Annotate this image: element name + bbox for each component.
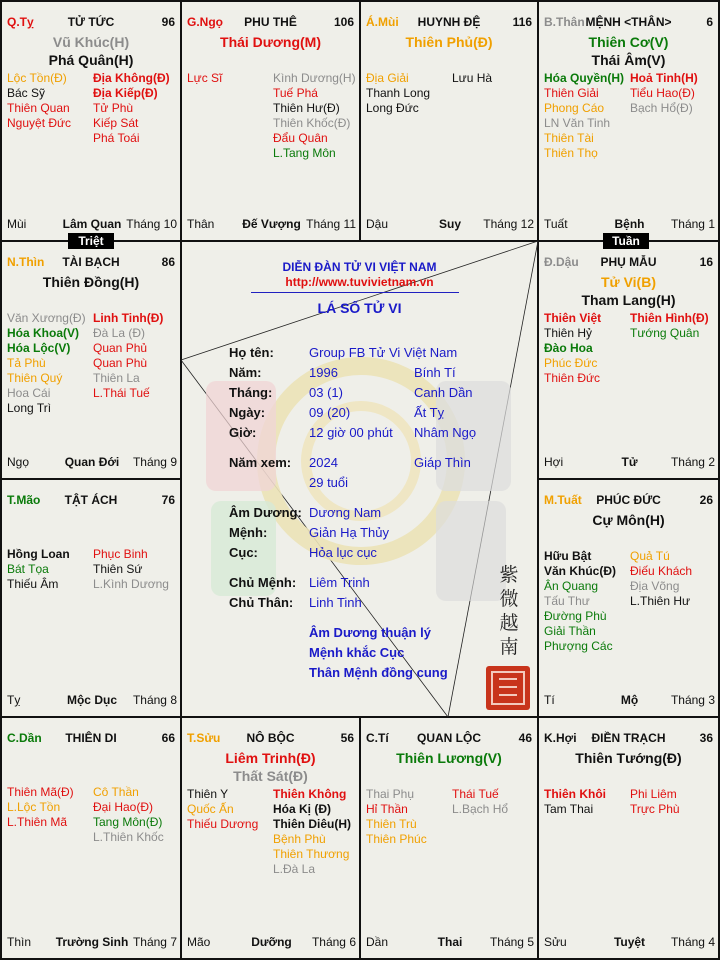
palace-number: 96 <box>161 15 175 29</box>
main-star: Thiên Đồng(H) <box>42 274 140 290</box>
palace-cell <box>181 717 360 959</box>
branch-label: M.Tuất <box>544 493 582 507</box>
palace-name: TÀI BẠCH <box>62 255 120 269</box>
main-star: Vũ Khúc(H) <box>52 34 130 50</box>
footer-stage: Thai <box>437 935 463 949</box>
right-star-column <box>630 71 698 116</box>
minor-star: Quả Tú <box>630 549 670 563</box>
footer-branch: Thìn <box>7 935 32 949</box>
minor-star: Thiếu Dương <box>187 817 259 831</box>
palace-cell <box>538 717 719 959</box>
minor-star: Đường Phù <box>544 609 607 623</box>
minor-star: Lưu Hà <box>452 71 493 85</box>
main-stars <box>1 33 181 69</box>
minor-star: Địa Giải <box>366 71 409 85</box>
menh-label: Mệnh: <box>229 525 268 540</box>
chu-menh-label: Chủ Mệnh: <box>229 575 297 590</box>
minor-star: L.Bạch Hổ <box>452 802 509 816</box>
minor-star: Giải Thần <box>544 624 596 638</box>
minor-star: Thiên Phúc <box>366 832 427 846</box>
palace-cell <box>1 1 181 241</box>
branch-label: T.Sửu <box>187 731 221 745</box>
footer-stage: Suy <box>438 217 461 231</box>
branch-label: C.Dần <box>7 731 42 745</box>
minor-star: Hóa Lộc(V) <box>7 341 71 355</box>
minor-star: Hoả Tinh(H) <box>630 71 698 85</box>
main-stars <box>360 33 538 51</box>
branch-label: Đ.Dậu <box>544 255 579 269</box>
palace-header <box>544 255 713 271</box>
minor-star: Thai Phụ <box>366 787 415 801</box>
minor-star: Phá Toái <box>93 131 140 145</box>
right-star-column <box>273 71 356 161</box>
year-label: Năm: <box>229 365 262 380</box>
red-seal-stamp <box>486 666 530 710</box>
minor-star: Đại Hao(Đ) <box>93 800 154 814</box>
minor-star: Lực Sĩ <box>187 71 223 85</box>
palace-number: 86 <box>161 255 175 269</box>
footer-month: Tháng 9 <box>132 455 177 469</box>
chu-menh-value: Liêm Trinh <box>309 575 370 590</box>
minor-star: L.Kình Dương <box>93 577 169 591</box>
minor-star: Bệnh Phù <box>273 832 326 846</box>
left-star-column <box>7 311 86 416</box>
hour-canchi: Nhâm Ngọ <box>414 425 477 440</box>
left-star-column <box>544 787 606 817</box>
left-star-column <box>544 71 624 161</box>
minor-star: Thiên Không <box>273 787 347 801</box>
footer-stage: Trường Sinh <box>55 935 129 949</box>
view-year-value: 2024 <box>309 455 338 470</box>
triet-tag: Triệt <box>68 233 114 249</box>
palace-number: 46 <box>518 731 532 745</box>
minor-star: Tả Phù <box>7 356 46 370</box>
palace-footer <box>187 935 356 950</box>
main-star: Tử Vi(B) <box>601 274 656 290</box>
footer-month: Tháng 3 <box>670 693 715 707</box>
branch-label: Q.Tỵ <box>7 15 34 29</box>
minor-star: Nguyệt Đức <box>7 116 72 130</box>
left-star-column <box>366 71 430 116</box>
minor-star: Hỉ Thần <box>366 802 408 816</box>
minor-star: Văn Khúc(Đ) <box>544 564 616 578</box>
footer-month: Tháng 10 <box>126 217 177 231</box>
main-star: Tham Lang(H) <box>581 292 676 308</box>
left-star-column <box>7 785 74 830</box>
note-than-menh: Thân Mệnh đồng cung <box>309 665 448 680</box>
main-star: Thái Dương(M) <box>220 34 321 50</box>
note-menh-cuc: Mệnh khắc Cục <box>309 645 405 660</box>
main-stars <box>538 511 719 529</box>
seal-char: 微 <box>499 588 519 610</box>
left-star-column <box>187 71 222 86</box>
minor-star: Tang Môn(Đ) <box>93 815 163 829</box>
palace-footer <box>187 217 356 232</box>
am-duong-value: Dương Nam <box>309 505 382 520</box>
main-star: Thiên Tướng(Đ) <box>575 750 682 766</box>
palace-number: 106 <box>333 15 354 29</box>
palace-name: TỬ TỨC <box>67 15 115 29</box>
minor-star: Thiên Trù <box>366 817 417 831</box>
main-star: Cự Môn(H) <box>592 512 665 528</box>
palace-cell <box>538 1 719 241</box>
minor-star: Thiên Giải <box>544 86 599 100</box>
minor-star: Bạch Hổ(Đ) <box>630 101 693 115</box>
main-star: Thái Âm(V) <box>591 52 666 68</box>
footer-branch: Ngọ <box>7 455 30 469</box>
minor-star: Thiên Đức <box>544 371 601 385</box>
minor-star: Phục Binh <box>93 547 148 561</box>
left-star-column <box>544 549 616 654</box>
view-year-canchi: Giáp Thìn <box>414 455 471 470</box>
minor-star: Hóa Khoa(V) <box>7 326 79 340</box>
palace-name: ĐIỀN TRẠCH <box>591 731 666 745</box>
minor-star: Kiếp Sát <box>93 116 139 130</box>
right-star-column <box>93 71 170 146</box>
branch-label: K.Hợi <box>544 731 577 745</box>
minor-star: Thiên Sứ <box>93 562 143 576</box>
footer-branch: Mão <box>187 935 211 949</box>
chu-than-label: Chủ Thân: <box>229 595 294 610</box>
minor-star: Kình Dương(H) <box>273 71 356 85</box>
left-star-column <box>366 787 427 847</box>
minor-star: Thái Tuế <box>452 787 499 801</box>
minor-star: Điếu Khách <box>630 564 693 578</box>
minor-star: Thiên Hình(Đ) <box>630 311 709 325</box>
minor-star: Quốc Ấn <box>187 802 234 816</box>
palace-name: PHU THÊ <box>244 15 297 29</box>
footer-month: Tháng 1 <box>670 217 715 231</box>
minor-star: L.Tang Môn <box>273 146 336 160</box>
minor-star: Thiên Diêu(H) <box>273 817 351 831</box>
footer-stage: Quan Đới <box>64 455 120 469</box>
main-star: Thiên Cơ(V) <box>588 34 669 50</box>
age-value: 29 tuổi <box>309 475 349 490</box>
palace-header <box>7 15 175 31</box>
minor-star: Thiên Quan <box>7 101 70 115</box>
minor-star: Địa Không(Đ) <box>93 71 170 85</box>
footer-stage: Mộc Dục <box>66 693 117 707</box>
name-value: Group FB Tử Vi Việt Nam <box>309 345 458 360</box>
footer-stage: Dưỡng <box>251 935 292 949</box>
view-year-label: Năm xem: <box>229 455 292 470</box>
palace-cell <box>1 717 181 959</box>
right-star-column <box>93 311 163 401</box>
main-star: Thiên Phủ(Đ) <box>405 34 493 50</box>
minor-star: Thiên Thọ <box>544 146 598 160</box>
footer-stage: Đế Vượng <box>242 217 301 231</box>
palace-number: 6 <box>706 15 713 29</box>
footer-branch: Hợi <box>544 455 564 469</box>
palace-number: 26 <box>699 493 713 507</box>
footer-stage: Tuyệt <box>613 935 646 949</box>
palace-name: THIÊN DI <box>65 731 117 745</box>
cuc-label: Cục: <box>229 545 258 560</box>
minor-star: L.Thiên Khốc <box>93 830 164 844</box>
main-star: Phá Quân(H) <box>48 52 134 68</box>
minor-star: Tướng Quân <box>630 326 700 340</box>
minor-star: Thiên Thương <box>273 847 350 861</box>
palace-header <box>544 15 713 31</box>
menh-value: Giản Hạ Thủy <box>309 525 389 540</box>
footer-stage: Mộ <box>620 693 639 707</box>
hour-label: Giờ: <box>229 425 257 440</box>
minor-star: Thiên Hỷ <box>544 326 593 340</box>
footer-stage: Tử <box>621 455 638 469</box>
minor-star: Phi Liêm <box>630 787 677 801</box>
left-star-column <box>544 311 601 386</box>
palace-footer <box>7 455 177 470</box>
minor-star: Thiên Việt <box>544 311 602 325</box>
footer-branch: Tí <box>544 693 555 707</box>
name-label: Họ tên: <box>229 345 274 360</box>
minor-star: Bát Tọa <box>7 562 49 576</box>
minor-star: Hồng Loan <box>7 547 70 561</box>
palace-number: 66 <box>161 731 175 745</box>
palace-cell <box>360 717 538 959</box>
minor-star: Thiên Khôi <box>544 787 606 801</box>
minor-star: L.Đà La <box>273 862 316 876</box>
footer-month: Tháng 6 <box>311 935 356 949</box>
minor-star: Phượng Các <box>544 639 613 653</box>
palace-name: QUAN LỘC <box>417 731 481 745</box>
minor-star: Lộc Tồn(Đ) <box>7 71 67 85</box>
footer-stage: Lâm Quan <box>62 217 122 231</box>
branch-label: N.Thìn <box>7 255 45 269</box>
minor-star: Linh Tinh(Đ) <box>93 311 164 325</box>
main-star: Thiên Lương(V) <box>396 750 502 766</box>
vertical-chinese-text <box>497 563 521 659</box>
right-star-column <box>93 547 169 592</box>
footer-month: Tháng 2 <box>670 455 715 469</box>
right-star-column <box>452 71 492 86</box>
title-divider <box>251 292 459 293</box>
hour-value: 12 giờ 00 phút <box>309 425 393 440</box>
footer-month: Tháng 4 <box>670 935 715 949</box>
left-star-column <box>7 71 71 131</box>
cuc-value: Hỏa lục cục <box>309 545 377 560</box>
minor-star: Cô Thần <box>93 785 139 799</box>
palace-cell <box>181 1 360 241</box>
minor-star: Phúc Đức <box>544 356 598 370</box>
right-star-column <box>93 785 164 845</box>
minor-star: Đào Hoa <box>544 341 593 355</box>
branch-label: B.Thân <box>544 15 585 29</box>
main-stars <box>181 749 360 785</box>
main-star: Thất Sát(Đ) <box>233 768 308 784</box>
footer-month: Tháng 7 <box>132 935 177 949</box>
main-stars <box>538 749 719 767</box>
branch-label: T.Mão <box>7 493 41 507</box>
palace-cell <box>360 1 538 241</box>
footer-branch: Tuất <box>544 217 568 231</box>
minor-star: Quan Phủ <box>93 341 148 355</box>
minor-star: Thiên Tài <box>544 131 594 145</box>
minor-star: Địa Võng <box>630 579 680 593</box>
footer-month: Tháng 8 <box>132 693 177 707</box>
palace-header <box>7 255 175 271</box>
palace-cell <box>1 479 181 717</box>
footer-branch: Mùi <box>7 217 27 231</box>
footer-month: Tháng 12 <box>483 217 534 231</box>
palace-number: 16 <box>699 255 713 269</box>
minor-star: Hóa Quyền(H) <box>544 71 625 85</box>
palace-header <box>366 15 532 31</box>
minor-star: Thiên Y <box>187 787 229 801</box>
minor-star: Thiếu Âm <box>7 577 59 591</box>
palace-header <box>7 731 175 747</box>
right-star-column <box>630 549 692 609</box>
palace-name: NÔ BỘC <box>246 731 295 745</box>
minor-star: Trực Phù <box>630 802 680 816</box>
minor-star: Thiên Mã(Đ) <box>7 785 74 799</box>
year-value: 1996 <box>309 365 338 380</box>
minor-star: Tử Phù <box>93 101 134 115</box>
footer-stage: Bệnh <box>614 217 645 231</box>
palace-footer <box>366 935 534 950</box>
palace-footer <box>544 217 715 232</box>
palace-cell <box>1 241 181 479</box>
minor-star: Hóa Kị (Đ) <box>273 802 331 816</box>
minor-star: Thiên Khốc(Đ) <box>273 116 351 130</box>
palace-cell <box>538 479 719 717</box>
main-stars <box>538 273 719 309</box>
minor-star: Tiểu Hao(Đ) <box>630 86 695 100</box>
main-stars <box>538 33 719 69</box>
minor-star: Quan Phù <box>93 356 148 370</box>
palace-name: HUYNH ĐỆ <box>417 15 481 29</box>
seal-char: 紫 <box>499 564 519 586</box>
minor-star: Thanh Long <box>366 86 431 100</box>
branch-label: Á.Mùi <box>366 15 399 29</box>
day-value: 09 (20) <box>309 405 351 420</box>
minor-star: Thiên Quý <box>7 371 63 385</box>
footer-branch: Sửu <box>544 935 567 949</box>
chart-title: LÁ SỐ TỬ VI <box>317 300 402 316</box>
palace-footer <box>7 693 177 708</box>
site-name: DIỄN ĐÀN TỬ VI VIỆT NAM <box>282 260 437 274</box>
palace-name: PHỤ MẪU <box>600 255 657 269</box>
minor-star: Tam Thai <box>544 802 594 816</box>
branch-label: G.Ngọ <box>187 15 223 29</box>
minor-star: Hữu Bật <box>544 549 592 563</box>
footer-month: Tháng 11 <box>306 217 356 231</box>
minor-star: Phong Cáo <box>544 101 605 115</box>
palace-header <box>544 731 713 747</box>
minor-star: Đà La (Đ) <box>93 326 146 340</box>
am-duong-label: Âm Dương: <box>229 505 302 520</box>
minor-star: L.Thiên Mã <box>7 815 68 829</box>
seal-char: 南 <box>499 636 519 658</box>
palace-number: 56 <box>340 731 354 745</box>
month-canchi: Canh Dần <box>414 385 473 400</box>
palace-number: 76 <box>161 493 175 507</box>
tuan-tag: Tuần <box>603 233 649 249</box>
right-star-column <box>630 787 680 817</box>
minor-star: Hoa Cái <box>7 386 51 400</box>
minor-star: LN Văn Tinh <box>544 116 611 130</box>
palace-name: PHÚC ĐỨC <box>596 493 661 507</box>
footer-month: Tháng 5 <box>489 935 534 949</box>
minor-star: Ân Quang <box>544 579 599 593</box>
minor-star: L.Thái Tuế <box>93 386 150 400</box>
month-label: Tháng: <box>229 385 273 400</box>
footer-branch: Tỵ <box>7 693 21 707</box>
month-value: 03 (1) <box>309 385 343 400</box>
minor-star: Tuế Phá <box>273 86 318 100</box>
palace-footer <box>366 217 534 232</box>
minor-star: Địa Kiếp(Đ) <box>93 86 158 100</box>
note-am-duong: Âm Dương thuận lý <box>309 625 431 640</box>
palace-footer <box>544 455 715 470</box>
main-star: Liêm Trinh(Đ) <box>225 750 316 766</box>
minor-star: Thiên La <box>93 371 140 385</box>
palace-header <box>7 493 175 509</box>
minor-star: Long Đức <box>366 101 419 115</box>
palace-header <box>544 493 713 509</box>
right-star-column <box>273 787 351 877</box>
day-label: Ngày: <box>229 405 266 420</box>
palace-footer <box>7 217 177 232</box>
left-star-column <box>187 787 258 832</box>
site-url[interactable]: http://www.tuvivietnam.vn <box>285 275 434 289</box>
main-stars <box>1 273 181 291</box>
chu-than-value: Linh Tinh <box>309 595 362 610</box>
center-info-panel <box>181 241 538 717</box>
palace-name: MỆNH <THÂN> <box>585 15 672 29</box>
minor-star: Long Trì <box>7 401 52 415</box>
footer-branch: Dần <box>366 935 389 949</box>
right-star-column <box>452 787 508 817</box>
palace-header <box>187 731 354 747</box>
footer-branch: Dậu <box>366 217 389 231</box>
branch-label: C.Tí <box>366 731 389 745</box>
seal-char: 越 <box>499 612 519 634</box>
palace-name: TẬT ÁCH <box>64 493 118 507</box>
palace-footer <box>544 693 715 708</box>
left-star-column <box>7 547 70 592</box>
minor-star: L.Thiên Hư <box>630 594 691 608</box>
right-star-column <box>630 311 709 341</box>
palace-cell <box>538 241 719 479</box>
minor-star: L.Lộc Tồn <box>7 800 61 814</box>
palace-number: 36 <box>699 731 713 745</box>
footer-branch: Thân <box>187 217 215 231</box>
minor-star: Văn Xương(Đ) <box>7 311 86 325</box>
year-canchi: Bính Tí <box>414 365 456 380</box>
palace-footer <box>7 935 177 950</box>
palace-number: 116 <box>512 15 532 29</box>
main-stars <box>360 749 538 767</box>
minor-star: Tấu Thư <box>544 594 590 608</box>
main-stars <box>181 33 360 51</box>
minor-star: Thiên Hư(Đ) <box>273 101 340 115</box>
palace-header <box>187 15 354 31</box>
minor-star: Bác Sỹ <box>7 86 46 100</box>
palace-header <box>366 731 532 747</box>
palace-footer <box>544 935 715 950</box>
minor-star: Đẩu Quân <box>273 131 328 145</box>
day-canchi: Ất Tỵ <box>414 405 445 420</box>
